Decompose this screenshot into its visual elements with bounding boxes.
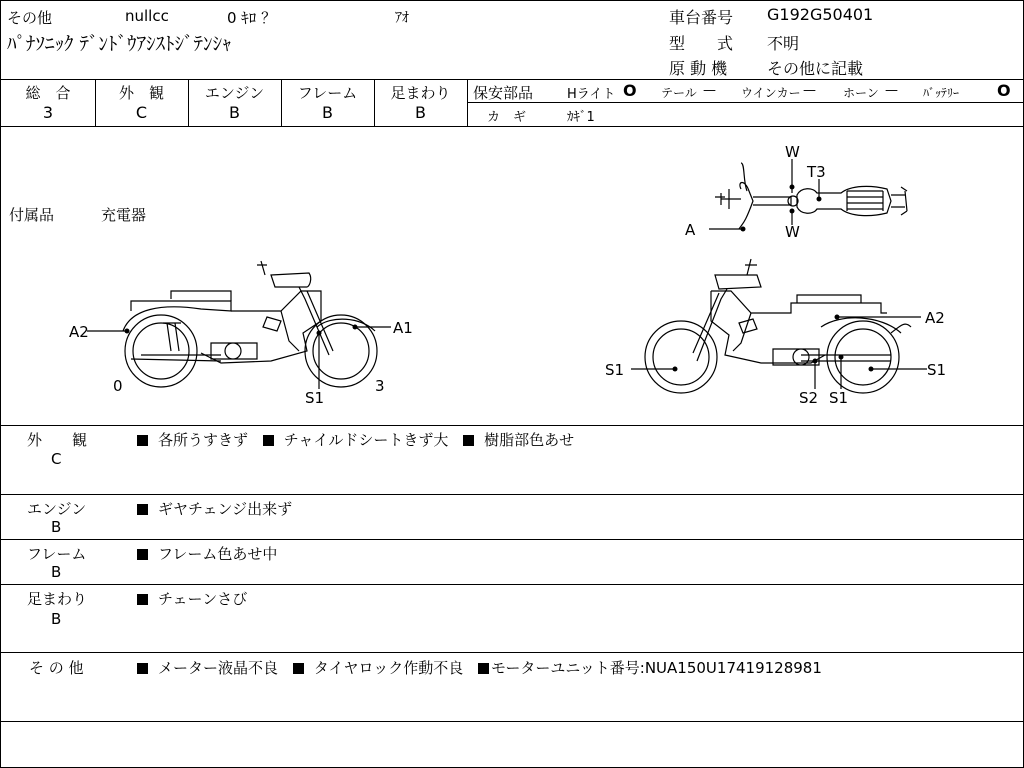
- note-item: メーター液晶不良: [158, 659, 279, 677]
- bullet-icon: [137, 594, 148, 605]
- safety-headlight-label: Hライト: [567, 87, 616, 102]
- safety-tail-value: —: [703, 83, 716, 98]
- grade-exterior-label: 外 観: [118, 84, 164, 102]
- engine-value: その他に記載: [767, 59, 864, 78]
- marker-dot: [817, 197, 822, 202]
- note-other-items: [137, 657, 822, 678]
- frame-no-value: G192G50401: [767, 5, 874, 24]
- grade-suspension-label: 足まわり: [390, 84, 451, 102]
- category: その他: [7, 9, 53, 27]
- note-suspension-grade: B: [51, 610, 62, 628]
- safety-battery-value: O: [997, 81, 1011, 100]
- marker-dot: [673, 367, 678, 372]
- mark-top-a: A: [685, 221, 696, 239]
- mark-top-w2: W: [785, 223, 800, 241]
- mark-right-s1-left: S1: [605, 361, 625, 379]
- marker-dot: [813, 359, 818, 364]
- note-item: チェーンさび: [158, 590, 248, 608]
- note-item: モーターユニット番号:NUA150U17419128981: [490, 659, 822, 677]
- safety-parts-label: 保安部品: [473, 84, 534, 102]
- bullet-icon: [137, 663, 148, 674]
- marker-dot: [317, 331, 322, 336]
- note-exterior-items: [137, 429, 574, 450]
- safety-horn-label: ホーン: [843, 86, 879, 100]
- marker-dot: [835, 315, 840, 320]
- marker-dot: [790, 185, 795, 190]
- mark-left-a2: A2: [69, 323, 89, 341]
- note-engine-category: エンジン: [27, 500, 87, 518]
- safety-tail-label: テール: [661, 86, 697, 100]
- displacement: nullcc: [125, 7, 169, 25]
- mark-left-s1: S1: [305, 389, 325, 407]
- mark-right-s1-right: S1: [927, 361, 947, 379]
- note-exterior-grade: C: [51, 450, 62, 468]
- marker-dot: [353, 325, 358, 330]
- frame-no-label: 車台番号: [669, 8, 734, 27]
- safety-horn-value: —: [885, 83, 898, 98]
- divider: [1, 584, 1023, 585]
- mark-right-s2: S2: [799, 389, 819, 407]
- note-suspension-items: [137, 588, 247, 609]
- marker-dot: [741, 227, 746, 232]
- mileage: 0 ｷﾛ ？: [227, 9, 277, 27]
- safety-headlight-value: O: [623, 81, 637, 100]
- marker-dot: [125, 329, 130, 334]
- note-item: ギヤチェンジ出来ず: [158, 500, 293, 518]
- model-name: ﾊﾟﾅｿﾆｯｸ ﾃﾞﾝﾄﾞｳｱｼｽﾄｼﾞﾃﾝｼｬ: [7, 33, 232, 55]
- bullet-icon: [463, 435, 474, 446]
- key-label: カ ギ: [487, 110, 527, 125]
- bike-top-view: [685, 141, 921, 241]
- divider: [1, 79, 1023, 80]
- divider: [1, 652, 1023, 653]
- note-item: タイヤロック作動不良: [313, 659, 464, 677]
- grade-exterior-value: C: [135, 103, 148, 122]
- model-type-label: 型 式: [669, 34, 734, 53]
- safety-winker-label: ウインカー: [741, 86, 801, 100]
- divider: [1, 494, 1023, 495]
- grade-engine-value: B: [229, 103, 240, 122]
- grade-frame-label: フレーム: [297, 84, 358, 102]
- note-exterior-category: 外 観: [27, 431, 88, 449]
- note-engine-grade: B: [51, 518, 62, 536]
- note-item: フレーム色あせ中: [158, 545, 278, 563]
- note-item: チャイルドシートきず大: [283, 431, 449, 449]
- mark-right-s1-bottom: S1: [829, 389, 849, 407]
- bullet-icon: [137, 504, 148, 515]
- mark-top-t3: T3: [807, 163, 826, 181]
- safety-battery-label: ﾊﾞｯﾃﾘｰ: [923, 86, 960, 100]
- divider: [1, 425, 1023, 426]
- bullet-icon: [263, 435, 274, 446]
- marker-dot: [790, 209, 795, 214]
- note-item: 各所うすきず: [158, 431, 249, 449]
- grade-total-value: 3: [42, 103, 54, 122]
- note-frame-items: [137, 543, 277, 564]
- mark-right-a2: A2: [925, 309, 945, 327]
- note-suspension-category: 足まわり: [27, 590, 88, 608]
- model-type-value: 不明: [767, 34, 800, 53]
- divider: [1, 126, 1023, 127]
- mark-left-3: 3: [375, 377, 385, 395]
- accessories-label: 付属品: [9, 206, 55, 224]
- divider: [1, 539, 1023, 540]
- safety-winker-value: —: [803, 83, 816, 98]
- grade-suspension-value: B: [415, 103, 426, 122]
- note-other-category: そ の 他: [29, 659, 84, 677]
- divider: [1, 721, 1023, 722]
- marker-dot: [869, 367, 874, 372]
- note-item: 樹脂部色あせ: [484, 431, 575, 449]
- bike-right-view: [601, 251, 961, 411]
- bullet-icon: [137, 435, 148, 446]
- mark-left-0: 0: [113, 377, 123, 395]
- mark-left-a1: A1: [393, 319, 413, 337]
- color: ｱｵ: [395, 10, 409, 26]
- grade-total-label: 総 合: [25, 84, 71, 102]
- bullet-icon: [293, 663, 304, 674]
- note-engine-items: [137, 498, 292, 519]
- accessories-value: 充電器: [101, 206, 147, 224]
- bike-left-view: [71, 251, 411, 411]
- note-frame-category: フレーム: [27, 545, 87, 563]
- divider: [467, 102, 1023, 103]
- note-frame-grade: B: [51, 563, 62, 581]
- mark-top-w1: W: [785, 143, 800, 161]
- engine-label: 原 動 機: [669, 59, 728, 78]
- key-value: ｶｷﾞ1: [567, 110, 595, 125]
- bullet-icon: [137, 549, 148, 560]
- grade-engine-label: エンジン: [204, 84, 265, 102]
- marker-dot: [839, 355, 844, 360]
- grade-frame-value: B: [322, 103, 333, 122]
- bullet-icon: [478, 663, 489, 674]
